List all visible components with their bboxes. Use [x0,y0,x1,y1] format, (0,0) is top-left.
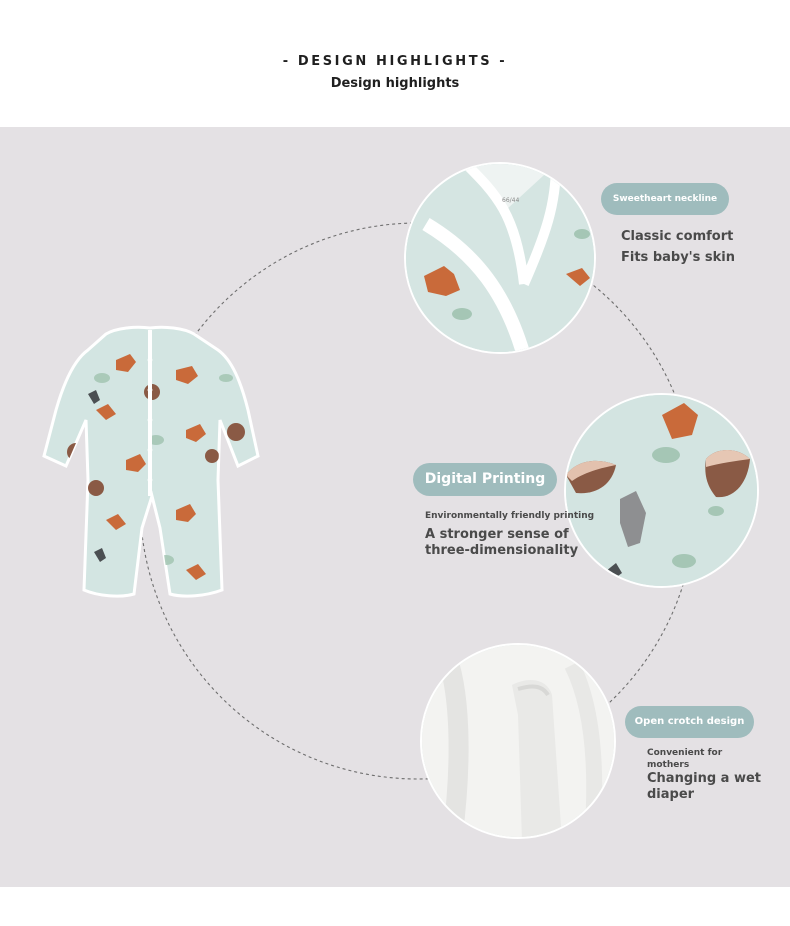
tag-digital-printing: Digital Printing [413,463,557,496]
feature-small-text: Convenient for [647,748,723,758]
section-title: - DESIGN HIGHLIGHTS - [282,54,508,69]
romper-image [36,320,268,610]
neckline-closeup [404,162,596,354]
header [0,0,790,127]
feature-small-text: mothers [647,760,690,770]
feature-line: Changing a wet [647,771,762,786]
feature-small-text: Environmentally friendly printing [425,511,595,521]
tag-open-crotch-design: Open crotch design [625,706,754,738]
print-closeup [564,393,759,588]
highlights-panel [0,127,790,887]
feature-line: diaper [647,787,695,802]
footer-space [0,887,790,926]
feature-line: Fits baby's skin [621,250,736,265]
tag-sweetheart-neckline: Sweetheart neckline [601,183,729,215]
crotch-closeup [420,643,616,839]
feature-line: A stronger sense of [425,527,569,542]
size-label: 66/44 [502,197,520,204]
feature-line: Classic comfort [621,229,734,244]
section-subtitle: Design highlights [330,76,460,91]
feature-line: three-dimensionality [425,543,579,558]
